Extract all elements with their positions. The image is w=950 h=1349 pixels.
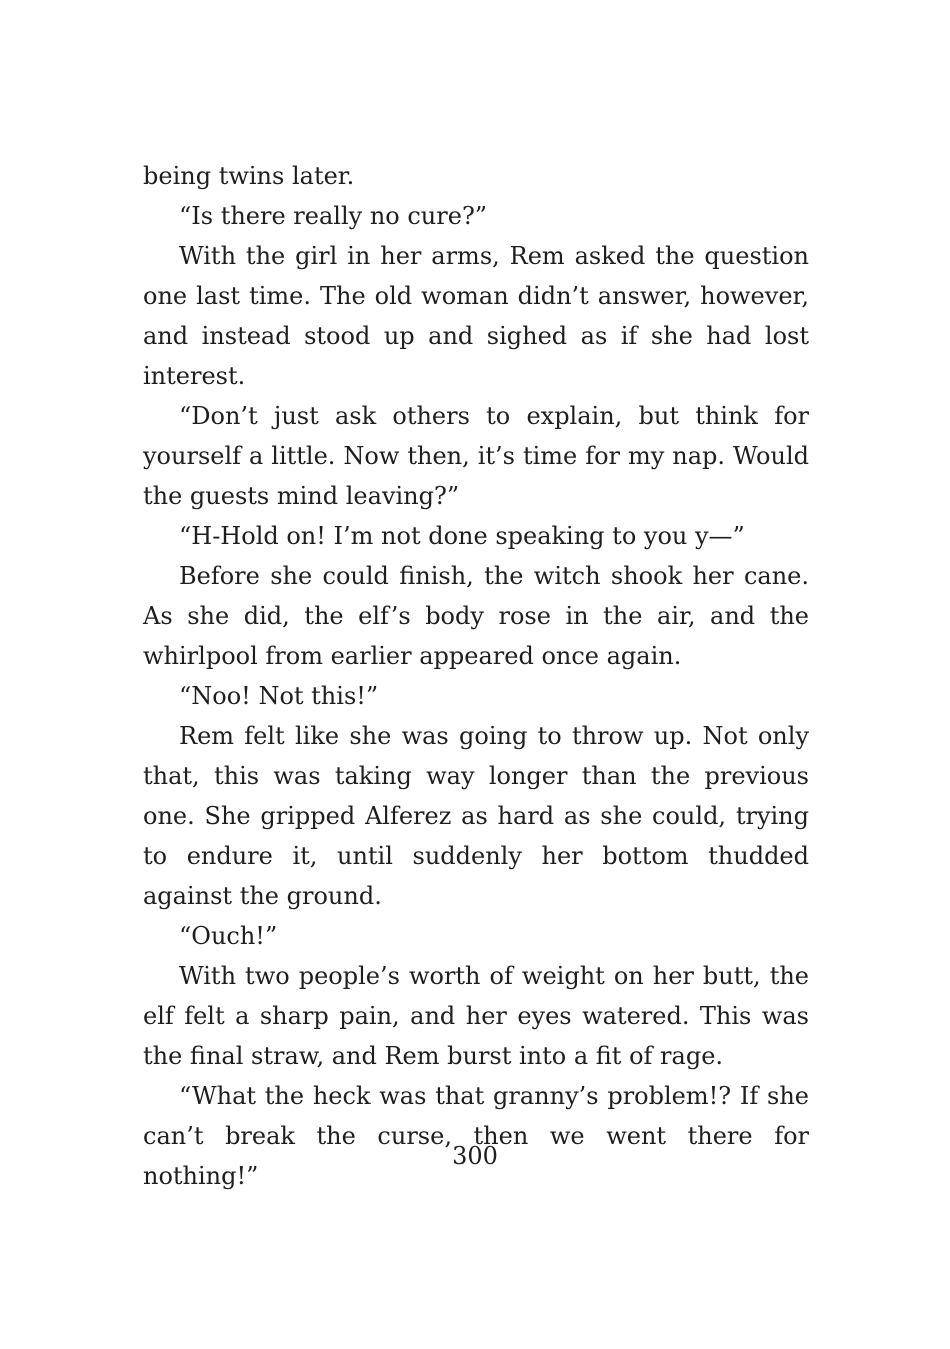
paragraph-continuation: being twins later. xyxy=(143,162,355,190)
paragraph: “Noo! Not this!” xyxy=(179,682,379,710)
paragraph: With the girl in her arms, Rem asked the question one last time. The old woman didn’t answer, however, and instead stood up and sighed as if she had lost interest. xyxy=(143,242,809,390)
paragraph: “Ouch!” xyxy=(179,922,278,950)
paragraph: Rem felt like she was going to throw up. Not only that, this was taking way longer than the previous one. She gripped Alferez as hard as she could, trying to endure it, until suddenly her bottom thudded against the ground. xyxy=(143,722,809,910)
paragraph: Before she could finish, the witch shook her cane. As she did, the elf’s body rose in the air, and the whirlpool from earlier appeared once again. xyxy=(143,562,809,670)
paragraph: “Don’t just ask others to explain, but think for yourself a little. Now then, it’s time for my nap. Would the guests mind leaving?” xyxy=(143,402,809,510)
paragraph: “Is there really no cure?” xyxy=(179,202,488,230)
paragraph: “H-Hold on! I’m not done speaking to you y—” xyxy=(179,522,745,550)
paragraph: With two people’s worth of weight on her butt, the elf felt a sharp pain, and her eyes watered. This was the final straw, and Rem burst into a fit of rage. xyxy=(143,962,809,1070)
body-text xyxy=(143,156,809,1196)
page-number: 300 xyxy=(452,1142,498,1170)
paragraph: “What the heck was that granny’s problem!? If she can’t break the curse, then we went there for nothing!” xyxy=(143,1082,809,1190)
